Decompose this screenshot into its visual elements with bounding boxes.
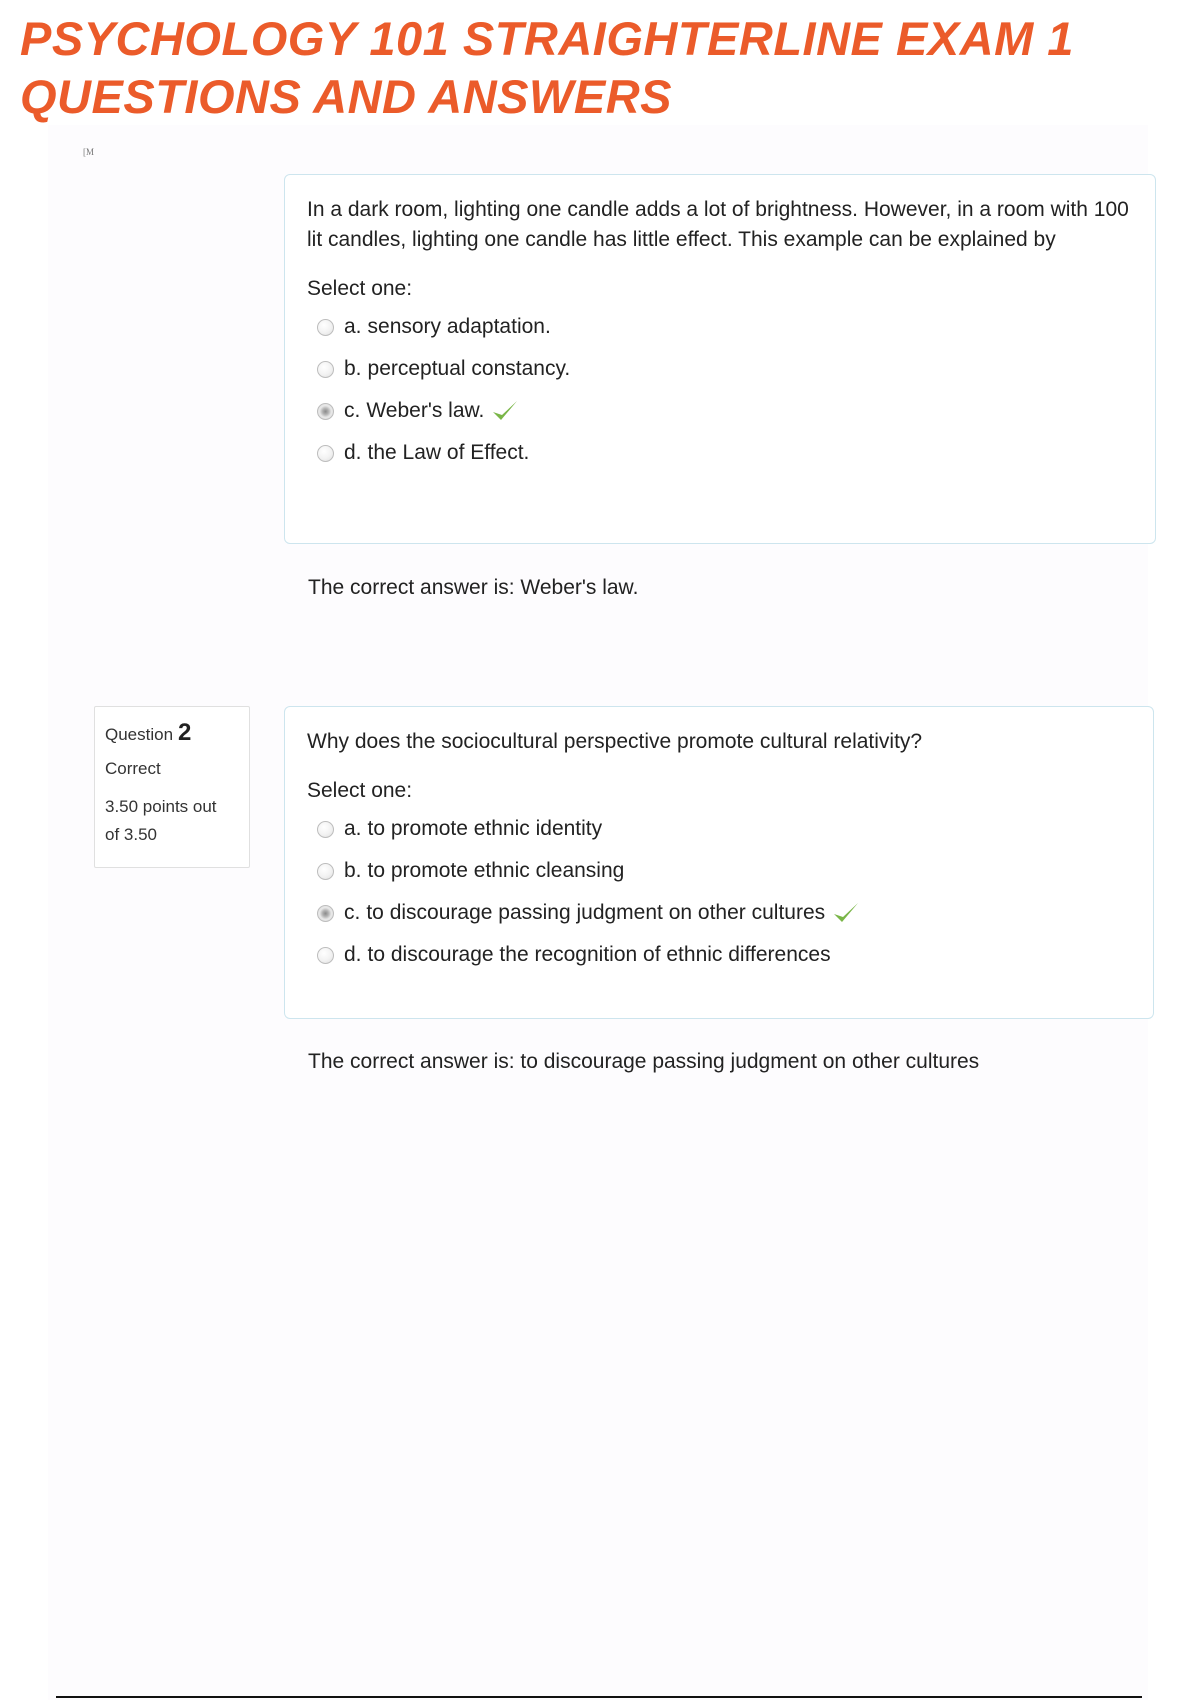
question-1-feedback: The correct answer is: Weber's law. — [308, 576, 639, 599]
question-1-option-d[interactable] — [307, 432, 1133, 474]
question-number — [105, 719, 239, 747]
radio-button[interactable] — [317, 445, 334, 462]
radio-button[interactable] — [317, 947, 334, 964]
question-state: Correct — [105, 759, 161, 778]
option-label: b. to promote ethnic cleansing — [344, 859, 625, 882]
question-2-content — [284, 706, 1154, 1019]
question-2-option-c[interactable] — [307, 892, 1131, 934]
question-2-feedback: The correct answer is: to discourage passing judgment on other cultures — [308, 1050, 980, 1073]
option-label: b. perceptual constancy. — [344, 357, 571, 380]
correct-check-icon — [491, 398, 519, 424]
option-label: c. Weber's law. — [344, 399, 485, 422]
option-label: d. the Law of Effect. — [344, 441, 530, 464]
radio-button-selected[interactable] — [317, 905, 334, 922]
question-1-option-b[interactable] — [307, 348, 1133, 390]
question-2-option-a[interactable] — [307, 808, 1131, 850]
option-label: a. sensory adaptation. — [344, 315, 551, 338]
question-1-select-prompt: Select one: — [307, 277, 413, 300]
question-2-answers — [307, 808, 1131, 976]
question-2-select-prompt: Select one: — [307, 779, 413, 802]
question-2-info — [94, 706, 250, 868]
grade-line-1: 3.50 points out — [105, 797, 217, 816]
question-1-option-c[interactable] — [307, 390, 1133, 432]
option-label: d. to discourage the recognition of ethnic differences — [344, 943, 831, 966]
grade-line-2: of 3.50 — [105, 825, 157, 844]
question-1-answers — [307, 306, 1133, 474]
radio-button[interactable] — [317, 361, 334, 378]
question-number-value: 2 — [178, 719, 192, 746]
option-label: c. to discourage passing judgment on other cultures — [344, 901, 826, 924]
question-2-option-b[interactable] — [307, 850, 1131, 892]
question-1-option-a[interactable] — [307, 306, 1133, 348]
footer-divider — [56, 1696, 1142, 1698]
radio-button[interactable] — [317, 319, 334, 336]
document-title-line-1: PSYCHOLOGY 101 STRAIGHTERLINE EXAM 1 — [20, 12, 1074, 65]
question-1-text: In a dark room, lighting one candle adds a lot of brightness. However, in a room with 100 lit candles, lighting one candle has little effect. This example can be explained by — [307, 198, 1129, 251]
question-2-option-d[interactable] — [307, 934, 1131, 976]
question-grade — [105, 793, 239, 849]
radio-button[interactable] — [317, 821, 334, 838]
radio-button-selected[interactable] — [317, 403, 334, 420]
option-label: a. to promote ethnic identity — [344, 817, 603, 840]
radio-button[interactable] — [317, 863, 334, 880]
correct-check-icon — [832, 900, 860, 926]
page-marker: [M — [83, 147, 94, 157]
document-title-line-2: QUESTIONS AND ANSWERS — [20, 70, 672, 123]
question-label: Question — [105, 725, 174, 744]
question-2-text: Why does the sociocultural perspective promote cultural relativity? — [307, 730, 923, 753]
question-1-content — [284, 174, 1156, 544]
document-title — [20, 10, 1180, 126]
